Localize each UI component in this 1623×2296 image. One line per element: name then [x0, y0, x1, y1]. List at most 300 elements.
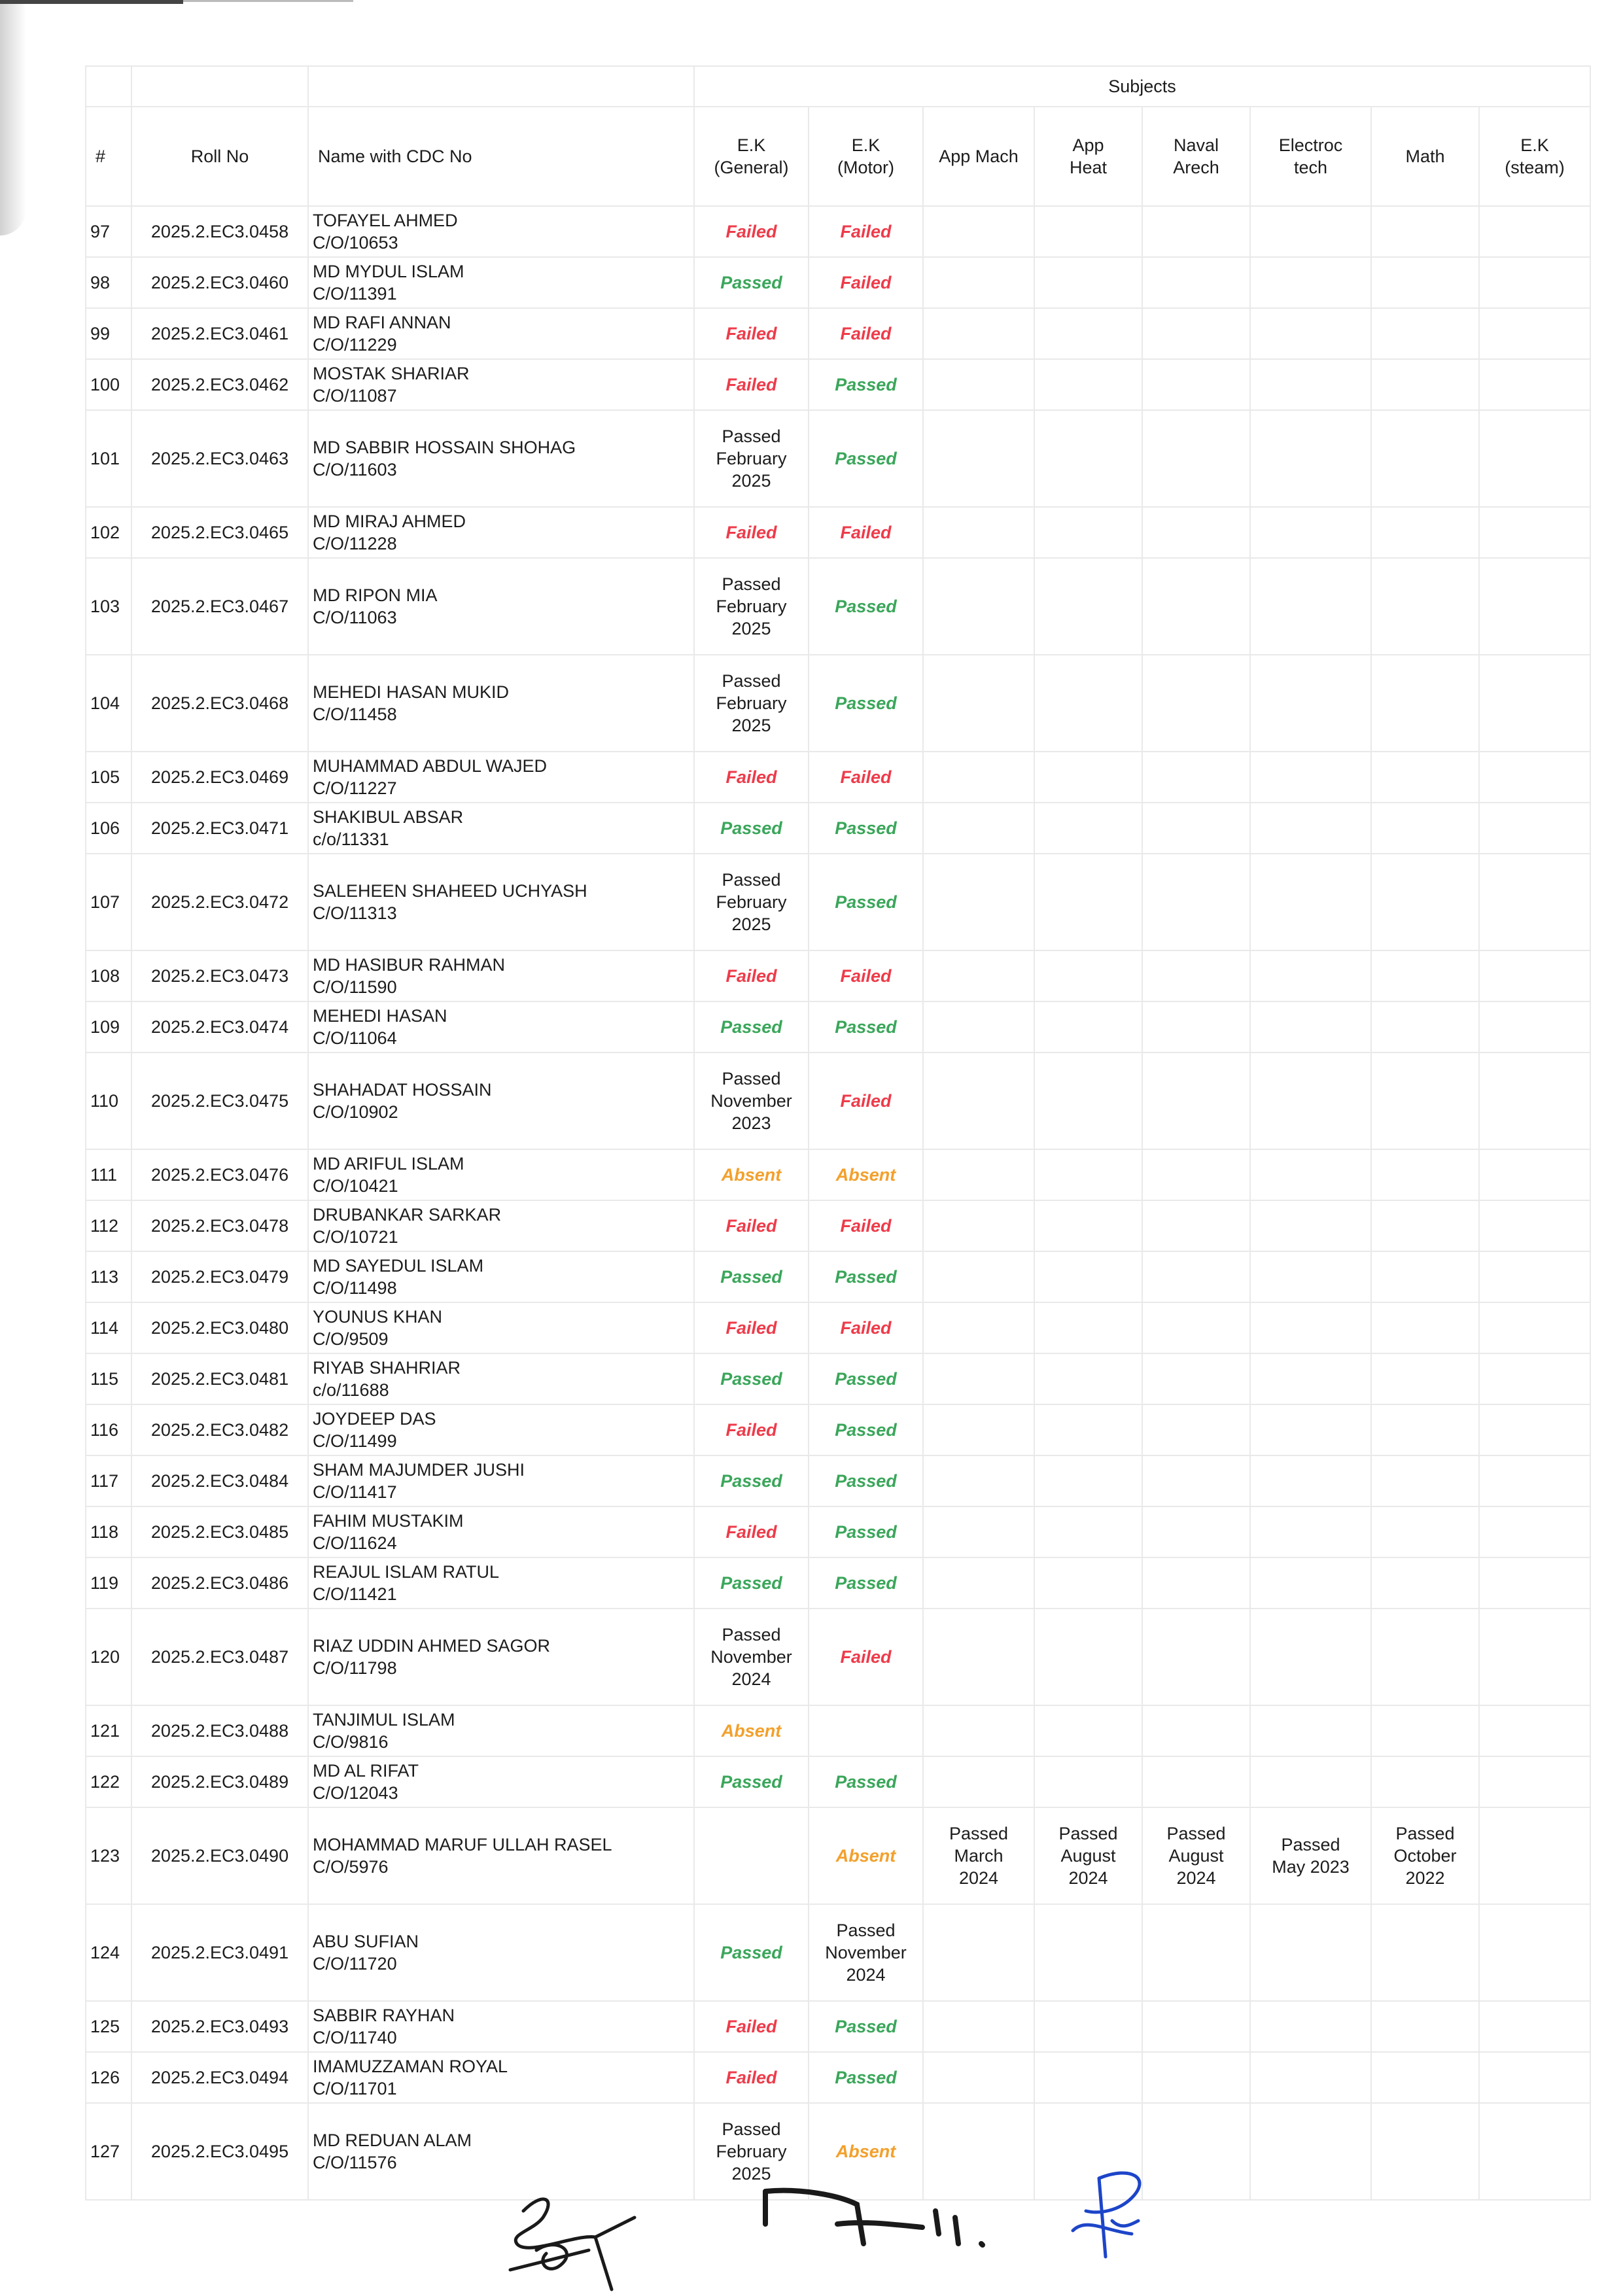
row-number: 103: [86, 558, 131, 655]
results-table: [85, 65, 1591, 2200]
result-status: Passed February 2025: [716, 574, 787, 638]
result-cell: [1479, 1149, 1590, 1200]
row-number: 123: [86, 1807, 131, 1904]
result-cell: [809, 950, 923, 1001]
name-cdc: TANJIMUL ISLAM C/O/9816: [308, 1705, 694, 1756]
result-cell: [1479, 1705, 1590, 1756]
name-cdc: MUHAMMAD ABDUL WAJED C/O/11227: [308, 752, 694, 803]
subject-header: Electroc tech: [1250, 107, 1371, 206]
result-cell: [923, 558, 1034, 655]
result-cell: [809, 1557, 923, 1609]
result-cell: [1479, 1807, 1590, 1904]
result-cell: [1034, 558, 1142, 655]
result-cell: [1034, 1001, 1142, 1052]
roll-number: 2025.2.EC3.0467: [131, 558, 308, 655]
result-cell: [694, 1001, 809, 1052]
result-cell: [1034, 803, 1142, 854]
result-cell: [1142, 655, 1250, 752]
result-cell: [923, 1506, 1034, 1557]
result-cell: [1250, 1052, 1371, 1149]
result-cell: [1371, 854, 1479, 950]
result-status: Failed: [840, 222, 892, 241]
result-cell: [694, 1506, 809, 1557]
result-cell: [694, 752, 809, 803]
result-status: Failed: [840, 523, 892, 542]
result-cell: [694, 1353, 809, 1404]
signature-3-icon: [1060, 2159, 1164, 2263]
result-cell: [809, 1904, 923, 2001]
result-cell: [694, 410, 809, 507]
result-cell: [923, 1557, 1034, 1609]
result-cell: [694, 1302, 809, 1353]
result-cell: [1479, 1756, 1590, 1807]
result-cell: [1479, 1052, 1590, 1149]
result-cell: [694, 803, 809, 854]
result-cell: [809, 558, 923, 655]
result-status: Failed: [725, 1522, 777, 1542]
result-cell: [923, 507, 1034, 558]
result-cell: [1371, 1052, 1479, 1149]
result-status: Absent: [721, 1721, 782, 1741]
row-number: 115: [86, 1353, 131, 1404]
result-status: Passed February 2025: [716, 426, 787, 491]
result-cell: [809, 1455, 923, 1506]
result-cell: [1479, 1609, 1590, 1705]
roll-number: 2025.2.EC3.0488: [131, 1705, 308, 1756]
result-status: Passed: [835, 449, 897, 468]
result-cell: [1250, 655, 1371, 752]
name-cdc: JOYDEEP DAS C/O/11499: [308, 1404, 694, 1455]
result-status: Failed: [725, 222, 777, 241]
subject-header: E.K (General): [694, 107, 809, 206]
roll-number: 2025.2.EC3.0465: [131, 507, 308, 558]
result-cell: [809, 1302, 923, 1353]
table-row: [86, 1404, 1590, 1455]
result-cell: [1250, 507, 1371, 558]
result-cell: [1034, 257, 1142, 308]
result-cell: [694, 1200, 809, 1251]
result-cell: [1371, 1149, 1479, 1200]
result-status: Passed: [835, 1471, 897, 1491]
roll-number: 2025.2.EC3.0469: [131, 752, 308, 803]
result-status: Passed August 2024: [1166, 1824, 1226, 1888]
result-cell: [1371, 1353, 1479, 1404]
roll-number: 2025.2.EC3.0482: [131, 1404, 308, 1455]
name-cdc: MD HASIBUR RAHMAN C/O/11590: [308, 950, 694, 1001]
roll-number: 2025.2.EC3.0460: [131, 257, 308, 308]
result-cell: [1250, 257, 1371, 308]
result-cell: [1034, 655, 1142, 752]
signature-2-icon: [759, 2172, 994, 2263]
table-row: [86, 1557, 1590, 1609]
roll-number: 2025.2.EC3.0480: [131, 1302, 308, 1353]
result-cell: [809, 2001, 923, 2052]
name-cdc: MD RIPON MIA C/O/11063: [308, 558, 694, 655]
result-cell: [809, 1705, 923, 1756]
result-status: Failed: [725, 1318, 777, 1338]
table-row: [86, 1052, 1590, 1149]
result-cell: [1142, 410, 1250, 507]
table-row: [86, 2052, 1590, 2103]
result-status: Absent: [721, 1165, 782, 1185]
result-status: Failed: [725, 1216, 777, 1236]
result-cell: [923, 803, 1034, 854]
result-cell: [1034, 206, 1142, 257]
result-status: Failed: [840, 1318, 892, 1338]
table-row: [86, 1904, 1590, 2001]
name-cdc: MD AL RIFAT C/O/12043: [308, 1756, 694, 1807]
name-cdc: MD SAYEDUL ISLAM C/O/11498: [308, 1251, 694, 1302]
result-cell: [1371, 359, 1479, 410]
result-cell: [923, 1302, 1034, 1353]
result-status: Failed: [725, 324, 777, 343]
result-cell: [1034, 752, 1142, 803]
result-cell: [1142, 1609, 1250, 1705]
row-number: 120: [86, 1609, 131, 1705]
name-cdc: MOHAMMAD MARUF ULLAH RASEL C/O/5976: [308, 1807, 694, 1904]
result-status: Passed: [720, 1772, 782, 1792]
result-status: Passed: [720, 1267, 782, 1287]
result-cell: [694, 1557, 809, 1609]
table-row: [86, 1001, 1590, 1052]
result-cell: [1034, 950, 1142, 1001]
result-cell: [923, 1200, 1034, 1251]
result-status: Passed November 2024: [710, 1625, 792, 1689]
result-cell: [1479, 2001, 1590, 2052]
roll-number: 2025.2.EC3.0472: [131, 854, 308, 950]
row-number: 108: [86, 950, 131, 1001]
result-cell: [1250, 410, 1371, 507]
result-cell: [1142, 1404, 1250, 1455]
result-cell: [1142, 1251, 1250, 1302]
table-row: [86, 206, 1590, 257]
roll-number: 2025.2.EC3.0493: [131, 2001, 308, 2052]
roll-number: 2025.2.EC3.0494: [131, 2052, 308, 2103]
name-cdc: SHAHADAT HOSSAIN C/O/10902: [308, 1052, 694, 1149]
subjects-group-header: Subjects: [694, 66, 1590, 107]
result-cell: [1142, 854, 1250, 950]
column-header-row: [86, 107, 1590, 206]
roll-number: 2025.2.EC3.0474: [131, 1001, 308, 1052]
result-cell: [809, 1807, 923, 1904]
result-cell: [1479, 752, 1590, 803]
result-cell: [1371, 507, 1479, 558]
result-cell: [1034, 1455, 1142, 1506]
result-cell: [1250, 558, 1371, 655]
result-cell: [809, 1149, 923, 1200]
row-number: 99: [86, 308, 131, 359]
table-row: [86, 1251, 1590, 1302]
result-status: Failed: [725, 2017, 777, 2036]
result-cell: [1142, 1200, 1250, 1251]
roll-number: 2025.2.EC3.0473: [131, 950, 308, 1001]
result-cell: [1479, 2052, 1590, 2103]
table-row: [86, 1200, 1590, 1251]
table-row: [86, 803, 1590, 854]
row-number: 102: [86, 507, 131, 558]
roll-number: 2025.2.EC3.0476: [131, 1149, 308, 1200]
result-cell: [1371, 1302, 1479, 1353]
result-cell: [1250, 1251, 1371, 1302]
result-cell: [1142, 2001, 1250, 2052]
result-status: Passed: [720, 1369, 782, 1389]
result-cell: [1371, 1251, 1479, 1302]
roll-number: 2025.2.EC3.0481: [131, 1353, 308, 1404]
result-cell: [809, 1052, 923, 1149]
scan-edge-line-faint: [183, 0, 353, 2]
row-number: 104: [86, 655, 131, 752]
row-number: 97: [86, 206, 131, 257]
result-cell: [694, 257, 809, 308]
result-status: Failed: [725, 1420, 777, 1440]
result-status: Failed: [725, 2068, 777, 2087]
result-cell: [1034, 308, 1142, 359]
row-number: 124: [86, 1904, 131, 2001]
row-number: 109: [86, 1001, 131, 1052]
result-cell: [923, 1705, 1034, 1756]
roll-number: 2025.2.EC3.0495: [131, 2103, 308, 2200]
result-status: Absent: [835, 1846, 896, 1866]
subject-header: E.K (steam): [1479, 107, 1590, 206]
table-row: [86, 1149, 1590, 1200]
table-row: [86, 558, 1590, 655]
result-cell: [809, 507, 923, 558]
row-number: 127: [86, 2103, 131, 2200]
result-cell: [1034, 1506, 1142, 1557]
table-row: [86, 655, 1590, 752]
roll-number: 2025.2.EC3.0461: [131, 308, 308, 359]
result-cell: [1250, 2052, 1371, 2103]
result-status: Passed: [835, 1267, 897, 1287]
result-cell: [1142, 507, 1250, 558]
name-cdc: MD RAFI ANNAN C/O/11229: [308, 308, 694, 359]
result-cell: [1142, 1756, 1250, 1807]
result-cell: [1142, 1705, 1250, 1756]
result-cell: [923, 1001, 1034, 1052]
signature-1-icon: [497, 2172, 674, 2296]
result-status: Passed: [720, 1471, 782, 1491]
result-cell: [809, 206, 923, 257]
result-cell: [1250, 854, 1371, 950]
header-blank: [131, 66, 308, 107]
result-cell: [1250, 2001, 1371, 2052]
result-cell: [923, 1353, 1034, 1404]
result-cell: [1034, 1404, 1142, 1455]
result-cell: [1479, 1404, 1590, 1455]
result-status: Passed: [720, 818, 782, 838]
result-cell: [809, 1251, 923, 1302]
result-cell: [694, 950, 809, 1001]
row-number: 110: [86, 1052, 131, 1149]
table-row: [86, 1302, 1590, 1353]
result-cell: [694, 1807, 809, 1904]
result-status: Passed: [720, 1017, 782, 1037]
result-cell: [923, 2052, 1034, 2103]
signature-area: [0, 2159, 1623, 2295]
result-cell: [1142, 257, 1250, 308]
result-cell: [1479, 1353, 1590, 1404]
result-cell: [1371, 803, 1479, 854]
result-cell: [694, 1705, 809, 1756]
name-cdc: SHAKIBUL ABSAR c/o/11331: [308, 803, 694, 854]
result-cell: [1034, 507, 1142, 558]
result-cell: [809, 2052, 923, 2103]
result-status: Passed March 2024: [949, 1824, 1009, 1888]
table-row: [86, 308, 1590, 359]
subject-header: Naval Arech: [1142, 107, 1250, 206]
row-number: 114: [86, 1302, 131, 1353]
result-status: Passed February 2025: [716, 2119, 787, 2183]
row-number: 107: [86, 854, 131, 950]
name-cdc: MD MIRAJ AHMED C/O/11228: [308, 507, 694, 558]
result-cell: [809, 1404, 923, 1455]
result-cell: [923, 2001, 1034, 2052]
result-cell: [1034, 1149, 1142, 1200]
result-cell: [809, 655, 923, 752]
result-cell: [809, 1756, 923, 1807]
roll-number: 2025.2.EC3.0468: [131, 655, 308, 752]
result-cell: [1034, 1557, 1142, 1609]
result-cell: [923, 752, 1034, 803]
result-cell: [1371, 1807, 1479, 1904]
result-cell: [1034, 1807, 1142, 1904]
result-status: Passed: [720, 1943, 782, 1962]
row-number: 113: [86, 1251, 131, 1302]
result-cell: [1479, 1506, 1590, 1557]
result-cell: [1250, 1149, 1371, 1200]
result-cell: [1371, 2001, 1479, 2052]
result-cell: [1479, 854, 1590, 950]
result-cell: [923, 1251, 1034, 1302]
row-number: 117: [86, 1455, 131, 1506]
result-cell: [694, 308, 809, 359]
result-cell: [923, 1756, 1034, 1807]
result-status: Passed November 2023: [710, 1069, 792, 1133]
result-cell: [923, 308, 1034, 359]
row-number: 101: [86, 410, 131, 507]
result-cell: [694, 1756, 809, 1807]
result-cell: [923, 257, 1034, 308]
result-cell: [1142, 359, 1250, 410]
result-status: Passed: [835, 597, 897, 616]
result-cell: [1479, 1302, 1590, 1353]
roll-number: 2025.2.EC3.0490: [131, 1807, 308, 1904]
table-row: [86, 1609, 1590, 1705]
name-cdc: SABBIR RAYHAN C/O/11740: [308, 2001, 694, 2052]
result-cell: [923, 1149, 1034, 1200]
name-cdc: MEHEDI HASAN MUKID C/O/11458: [308, 655, 694, 752]
result-cell: [1142, 803, 1250, 854]
result-cell: [923, 1904, 1034, 2001]
result-status: Passed: [835, 892, 897, 912]
result-status: Passed: [835, 1573, 897, 1593]
result-cell: [923, 1404, 1034, 1455]
result-cell: [1479, 1904, 1590, 2001]
result-cell: [923, 1455, 1034, 1506]
result-cell: [694, 1455, 809, 1506]
result-cell: [1142, 308, 1250, 359]
result-cell: [694, 359, 809, 410]
row-number: 118: [86, 1506, 131, 1557]
results-body: [86, 206, 1590, 2200]
roll-number: 2025.2.EC3.0485: [131, 1506, 308, 1557]
result-cell: [694, 507, 809, 558]
result-cell: [1371, 655, 1479, 752]
name-cdc: TOFAYEL AHMED C/O/10653: [308, 206, 694, 257]
result-cell: [1142, 206, 1250, 257]
result-cell: [809, 308, 923, 359]
result-status: Passed May 2023: [1272, 1835, 1350, 1877]
result-status: Failed: [840, 1647, 892, 1667]
result-cell: [1250, 1404, 1371, 1455]
result-cell: [923, 410, 1034, 507]
result-cell: [1142, 1904, 1250, 2001]
result-cell: [1371, 206, 1479, 257]
result-status: Passed: [835, 1017, 897, 1037]
result-cell: [1034, 1302, 1142, 1353]
result-status: Failed: [840, 767, 892, 787]
name-cdc: MD SABBIR HOSSAIN SHOHAG C/O/11603: [308, 410, 694, 507]
result-cell: [1479, 655, 1590, 752]
result-cell: [1371, 1001, 1479, 1052]
result-cell: [1142, 1455, 1250, 1506]
name-cdc: DRUBANKAR SARKAR C/O/10721: [308, 1200, 694, 1251]
subject-header: Math: [1371, 107, 1479, 206]
result-cell: [1142, 1807, 1250, 1904]
row-number: 119: [86, 1557, 131, 1609]
result-cell: [1371, 752, 1479, 803]
result-status: Passed February 2025: [716, 870, 787, 934]
name-cdc: MD ARIFUL ISLAM C/O/10421: [308, 1149, 694, 1200]
result-status: Failed: [840, 1091, 892, 1111]
subjects-group-row: [86, 66, 1590, 107]
header-blank: [308, 66, 694, 107]
result-cell: [1142, 2052, 1250, 2103]
result-cell: [1371, 308, 1479, 359]
result-cell: [1371, 2052, 1479, 2103]
name-cdc: RIYAB SHAHRIAR c/o/11688: [308, 1353, 694, 1404]
result-cell: [809, 854, 923, 950]
result-cell: [1250, 1506, 1371, 1557]
result-cell: [809, 257, 923, 308]
result-cell: [694, 1251, 809, 1302]
result-cell: [1479, 507, 1590, 558]
name-cdc: MD REDUAN ALAM C/O/11576: [308, 2103, 694, 2200]
row-number: 105: [86, 752, 131, 803]
roll-no-header: Roll No: [131, 107, 308, 206]
result-cell: [1250, 1353, 1371, 1404]
result-cell: [694, 1404, 809, 1455]
result-cell: [809, 752, 923, 803]
result-cell: [1142, 1353, 1250, 1404]
roll-number: 2025.2.EC3.0484: [131, 1455, 308, 1506]
result-cell: [1371, 558, 1479, 655]
name-cdc: MEHEDI HASAN C/O/11064: [308, 1001, 694, 1052]
table-row: [86, 1353, 1590, 1404]
result-cell: [923, 655, 1034, 752]
result-cell: [923, 206, 1034, 257]
result-cell: [1250, 1609, 1371, 1705]
result-cell: [1250, 950, 1371, 1001]
result-status: Failed: [725, 523, 777, 542]
result-cell: [1371, 1609, 1479, 1705]
result-cell: [1142, 950, 1250, 1001]
row-number: 111: [86, 1149, 131, 1200]
row-number: 112: [86, 1200, 131, 1251]
result-status: Passed: [835, 818, 897, 838]
result-cell: [1479, 1251, 1590, 1302]
result-cell: [694, 655, 809, 752]
